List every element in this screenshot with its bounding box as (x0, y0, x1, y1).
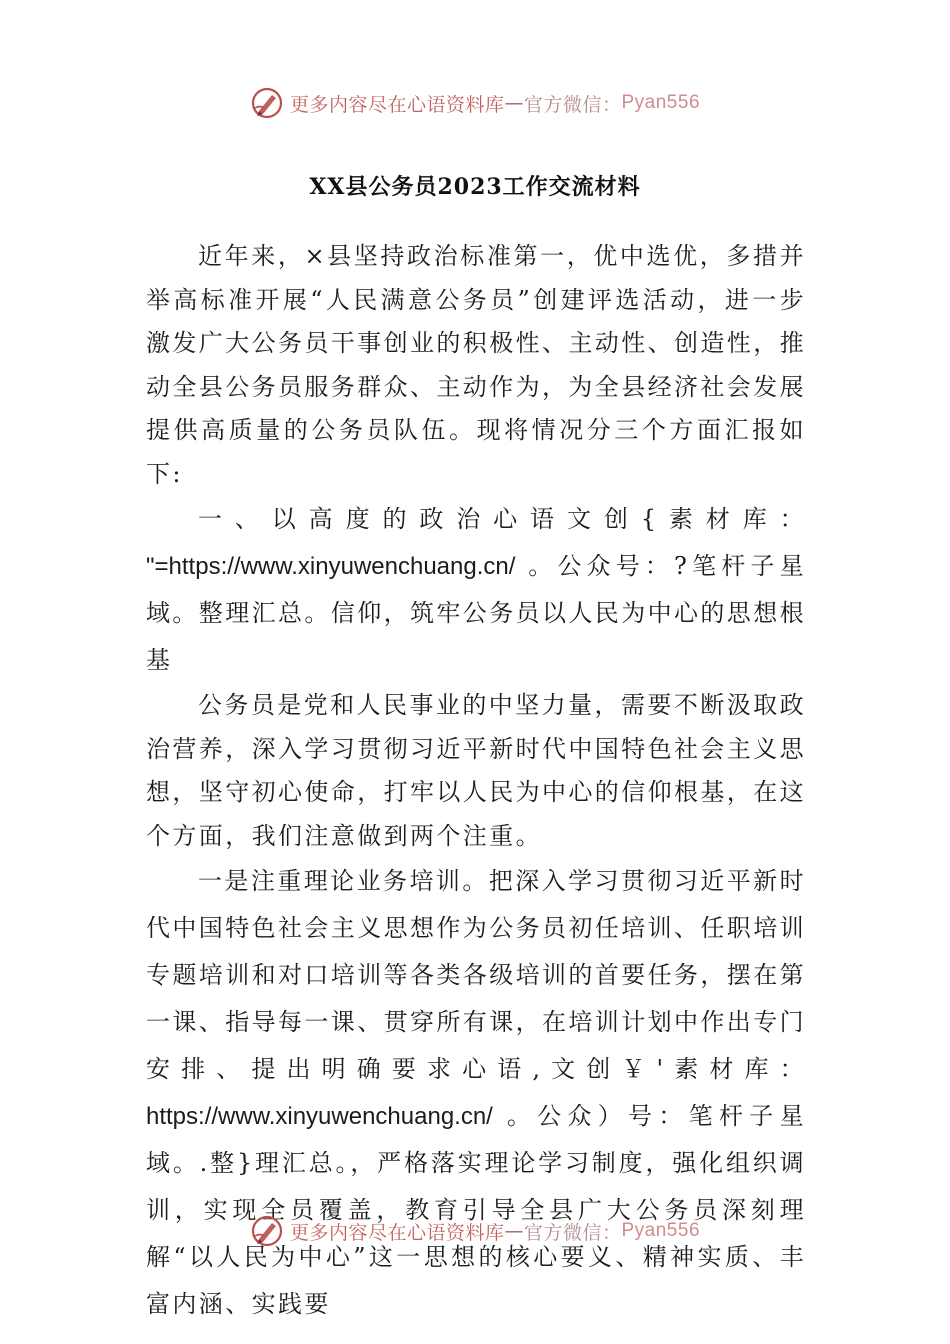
paragraph-text: 公务员是党和人民事业的中坚力量，需要不断汲取政治营养，深入学习贯彻习近平新时代中国特色社会主义思想，坚守初心使命，打牢以人民为中心的信仰根基，在这个方面，我们注意做到两个注重。 (146, 691, 806, 850)
paragraph-text: 一是注重理论业务培训。把深入学习贯彻习近平新时代中国特色社会主义思想作为公务员初任培训、任职培训专题培训和对口培训等各类各级培训的首要任务，摆在第一课、指导每一课、贯穿所有课，在培训计划中作出专门安排、提出明确要求心语,文创￥'素材库： (146, 867, 806, 1083)
watermark-header (0, 83, 950, 123)
watermark-wechat-label: 官方微信： (523, 1221, 622, 1244)
watermark-wechat-id: Pyan556 (621, 92, 701, 113)
paragraph-intro (146, 235, 806, 496)
watermark-separator: — (504, 1220, 524, 1242)
paragraph-training (146, 858, 806, 1328)
watermark-separator: — (504, 92, 524, 114)
paragraph-heading-one (146, 496, 806, 684)
pen-logo-icon (250, 86, 284, 120)
paragraph-text: 近年来，×县坚持政治标准第一，优中选优，多措并举高标准开展“人民满意公务员”创建评选活动，进一步激发广大公务员干事创业的积极性、主动性、创造性，推动全县公务员服务群众、主动作为，为全县经济社会发展提供高质量的公务员队伍。现将情况分三个方面汇报如下: (146, 242, 806, 488)
document-title: XX县公务员2023工作交流材料 (309, 174, 641, 200)
watermark-lead-text: 更多内容尽在心语资料库 (289, 1221, 505, 1244)
url-text: https://www.xinyuwenchuang.cn/ (146, 1103, 493, 1130)
pen-logo-icon (250, 1214, 284, 1248)
url-text: "=https://www.xinyuwenchuang.cn/ (146, 553, 516, 580)
watermark-footer (0, 1211, 950, 1251)
watermark-wechat-id: Pyan556 (621, 1220, 701, 1241)
watermark-lead-text: 更多内容尽在心语资料库 (289, 93, 505, 116)
paragraph-foundation (146, 684, 806, 858)
paragraph-text: 。公众）号：笔杆子星域。.整}理汇总。，严格落实理论学习制度，强化组织调训，实现全员覆盖，教育引导全县广大公务员深刻理解“以人民为中心”这一思想的核心要义、精神实质、丰富内涵、实践要 (146, 1102, 807, 1318)
document-body (146, 235, 806, 1328)
paragraph-text: 。公众号：?笔杆子星域。整理汇总。信仰，筑牢公务员以人民为中心的思想根基 (146, 552, 807, 674)
watermark-wechat-label: 官方微信： (523, 93, 622, 116)
paragraph-text: 一、以高度的政治心语文创{素材库： (198, 505, 806, 533)
